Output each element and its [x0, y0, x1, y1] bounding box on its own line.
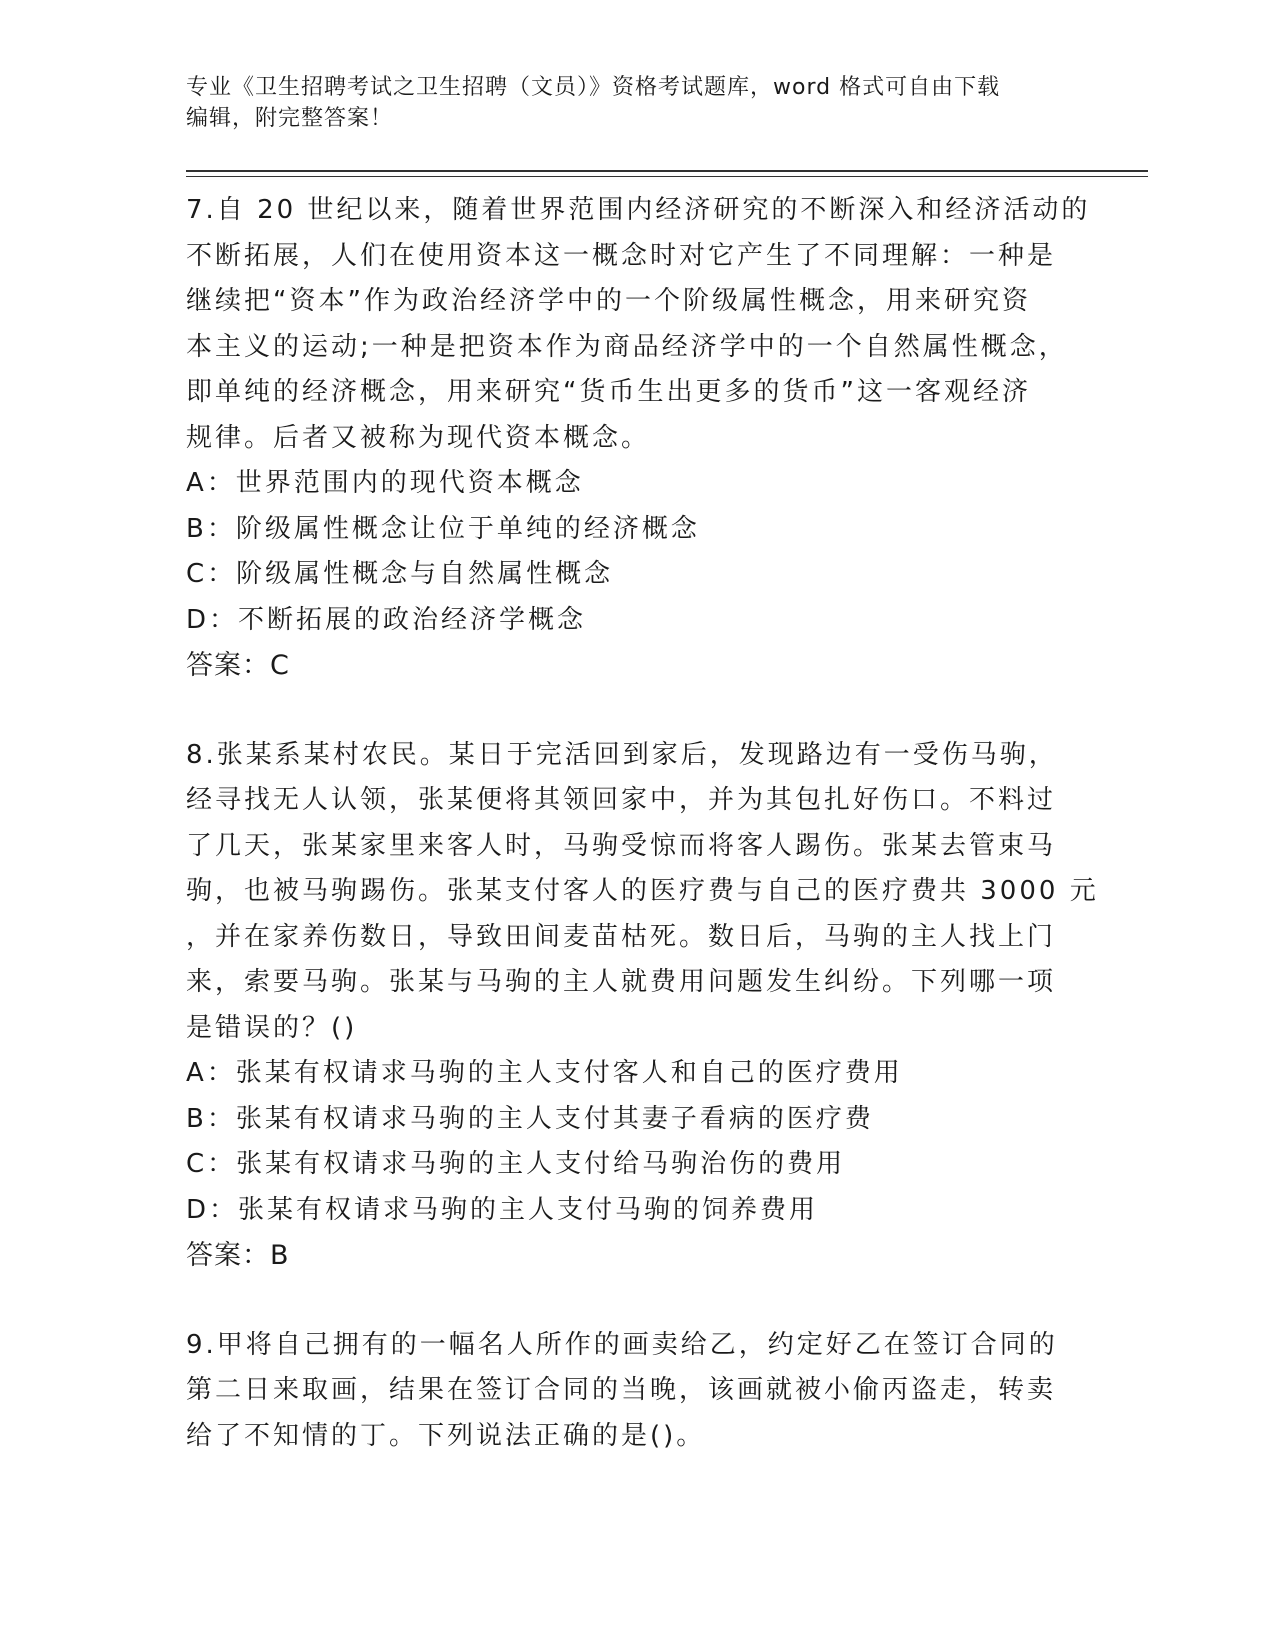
question-text-line: 给了不知情的丁。下列说法正确的是()。 — [186, 1420, 706, 1451]
question-7 — [186, 188, 1091, 689]
option-d: D：不断拓展的政治经济学概念 — [186, 604, 587, 635]
option-c: C：阶级属性概念与自然属性概念 — [186, 559, 614, 589]
option-c: C：张某有权请求马驹的主人支付给马驹治伤的费用 — [186, 1149, 846, 1179]
document-header — [186, 72, 1066, 134]
question-text-line: 驹，也被马驹踢伤。张某支付客人的医疗费与自己的医疗费共 3000 元 — [186, 876, 1099, 906]
question-text-line: 8.张某系某村农民。某日于完活回到家后，发现路边有一受伤马驹， — [186, 739, 1058, 770]
question-8 — [186, 733, 1099, 1279]
question-text-line: 继续把“资本”作为政治经济学中的一个阶级属性概念，用来研究资 — [186, 286, 1031, 316]
question-text-line: 来，索要马驹。张某与马驹的主人就费用问题发生纠纷。下列哪一项 — [186, 967, 1057, 997]
question-text-line: 了几天，张某家里来客人时，马驹受惊而将客人踢伤。张某去管束马 — [186, 830, 1057, 861]
header-line: 编辑，附完整答案！ — [186, 106, 394, 131]
question-text-line: 不断拓展，人们在使用资本这一概念时对它产生了不同理解：一种是 — [186, 240, 1057, 271]
header-line: 专业《卫生招聘考试之卫生招聘（文员）》资格考试题库，word 格式可自由下载 — [186, 75, 1001, 100]
answer-line: 答案：B — [186, 1240, 290, 1271]
question-text-line: 第二日来取画，结果在签订合同的当晚，该画就被小偷丙盗走，转卖 — [186, 1375, 1057, 1405]
question-text-line: 即单纯的经济概念，用来研究“货币生出更多的货币”这一客观经济 — [186, 377, 1031, 407]
question-text-line: 本主义的运动;一种是把资本作为商品经济学中的一个自然属性概念， — [186, 331, 1068, 362]
question-text-line: 规律。后者又被称为现代资本概念。 — [186, 422, 651, 453]
header-divider-thick — [186, 170, 1148, 172]
question-list — [186, 188, 1099, 1503]
option-b: B：张某有权请求马驹的主人支付其妻子看病的医疗费 — [186, 1103, 874, 1134]
option-d: D：张某有权请求马驹的主人支付马驹的饲养费用 — [186, 1194, 819, 1225]
answer-line: 答案：C — [186, 650, 290, 681]
question-text-line: 9.甲将自己拥有的一幅名人所作的画卖给乙，约定好乙在签订合同的 — [186, 1329, 1058, 1360]
question-text-line: ，并在家养伤数日，导致田间麦苗枯死。数日后，马驹的主人找上门 — [186, 921, 1057, 952]
option-a: A：张某有权请求马驹的主人支付客人和自己的医疗费用 — [186, 1058, 903, 1088]
option-b: B：阶级属性概念让位于单纯的经济概念 — [186, 513, 700, 544]
header-divider-thin — [186, 176, 1148, 177]
question-text-line: 经寻找无人认领，张某便将其领回家中，并为其包扎好伤口。不料过 — [186, 785, 1057, 815]
option-a: A：世界范围内的现代资本概念 — [186, 468, 584, 498]
question-text-line: 是错误的？() — [186, 1012, 358, 1043]
question-text-line: 7.自 20 世纪以来，随着世界范围内经济研究的不断深入和经济活动的 — [186, 195, 1091, 225]
question-9 — [186, 1323, 1086, 1460]
